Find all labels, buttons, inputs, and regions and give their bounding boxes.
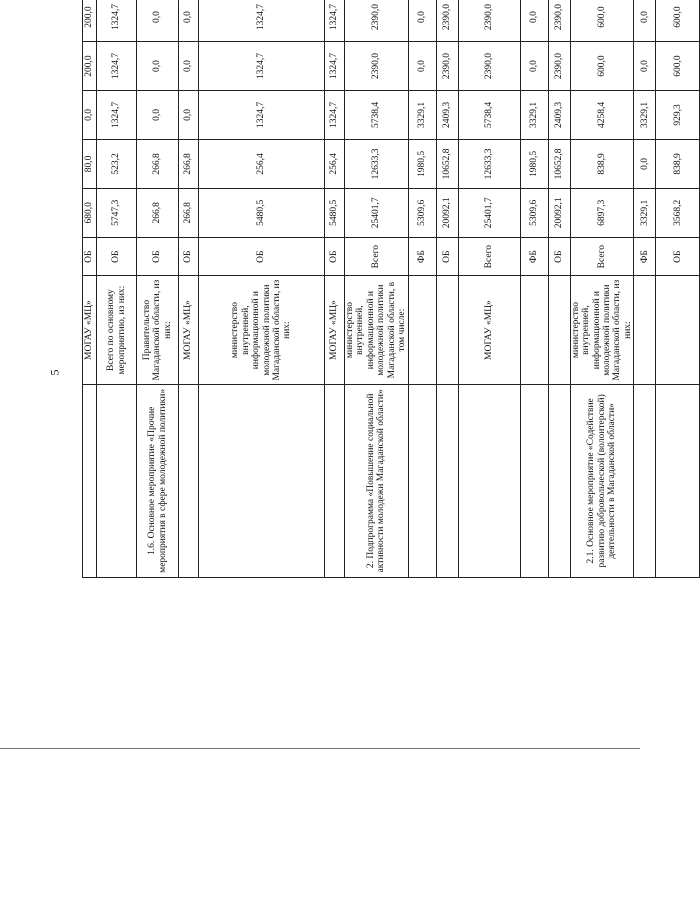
value-cell: 0,0 bbox=[137, 90, 179, 139]
value-cell: 266,8 bbox=[179, 139, 199, 188]
table-row bbox=[436, 0, 458, 578]
program-cell: 2.1. Основное мероприятие «Содействие развитию добровольческой (волонтерской) деятельности в Магаданской области» bbox=[570, 384, 634, 577]
source-cell: ФБ bbox=[634, 237, 656, 276]
value-cell: 2409,3 bbox=[436, 90, 458, 139]
value-cell: 600,0 bbox=[570, 42, 634, 91]
program-cell bbox=[199, 384, 325, 577]
value-cell: 10652,8 bbox=[436, 139, 458, 188]
value-cell: 3568,2 bbox=[656, 188, 700, 237]
value-cell: 929,3 bbox=[656, 90, 700, 139]
executor-cell: министерство внутренней, информационной и молодежной политики Магаданской области, из них: bbox=[199, 276, 325, 384]
table-row bbox=[408, 0, 436, 578]
executor-cell bbox=[656, 276, 700, 384]
value-cell: 5738,4 bbox=[345, 90, 409, 139]
value-cell: 2390,0 bbox=[548, 0, 570, 42]
value-cell: 1324,7 bbox=[325, 0, 345, 42]
value-cell: 1324,7 bbox=[199, 90, 325, 139]
value-cell: 2390,0 bbox=[458, 42, 520, 91]
executor-cell bbox=[634, 276, 656, 384]
value-cell: 266,8 bbox=[137, 188, 179, 237]
source-cell: Всего bbox=[458, 237, 520, 276]
funding-grid bbox=[82, 0, 700, 578]
footer-divider bbox=[0, 748, 640, 749]
value-cell: 0,0 bbox=[634, 42, 656, 91]
value-cell: 10652,8 bbox=[548, 139, 570, 188]
executor-cell bbox=[548, 276, 570, 384]
header-cell: 80,0 bbox=[83, 139, 97, 188]
table-row bbox=[83, 0, 97, 578]
value-cell: 2390,0 bbox=[345, 0, 409, 42]
value-cell: 1324,7 bbox=[199, 0, 325, 42]
value-cell: 0,0 bbox=[179, 0, 199, 42]
source-cell: ОБ bbox=[325, 237, 345, 276]
value-cell: 5309,6 bbox=[520, 188, 548, 237]
program-cell bbox=[97, 384, 137, 577]
executor-cell: МОГАУ «МЦ» bbox=[179, 276, 199, 384]
value-cell: 0,0 bbox=[520, 0, 548, 42]
value-cell: 0,0 bbox=[408, 0, 436, 42]
value-cell: 1324,7 bbox=[325, 42, 345, 91]
value-cell: 1980,5 bbox=[520, 139, 548, 188]
value-cell: 2390,0 bbox=[458, 0, 520, 42]
value-cell: 0,0 bbox=[137, 42, 179, 91]
program-cell bbox=[325, 384, 345, 577]
value-cell: 12633,3 bbox=[458, 139, 520, 188]
value-cell: 1324,7 bbox=[199, 42, 325, 91]
value-cell: 256,4 bbox=[199, 139, 325, 188]
table-row bbox=[634, 0, 656, 578]
table-row bbox=[570, 0, 634, 578]
header-cell: 680,0 bbox=[83, 188, 97, 237]
value-cell: 838,9 bbox=[570, 139, 634, 188]
value-cell: 3329,1 bbox=[634, 188, 656, 237]
header-cell: 0,0 bbox=[83, 90, 97, 139]
value-cell: 1324,7 bbox=[97, 42, 137, 91]
value-cell: 0,0 bbox=[137, 0, 179, 42]
value-cell: 2390,0 bbox=[436, 0, 458, 42]
value-cell: 5480,5 bbox=[199, 188, 325, 237]
executor-cell bbox=[436, 276, 458, 384]
program-cell bbox=[520, 384, 548, 577]
table-row bbox=[137, 0, 179, 578]
value-cell: 0,0 bbox=[520, 42, 548, 91]
value-cell: 0,0 bbox=[634, 0, 656, 42]
source-cell: ФБ bbox=[520, 237, 548, 276]
value-cell: 600,0 bbox=[656, 42, 700, 91]
program-cell bbox=[458, 384, 520, 577]
value-cell: 0,0 bbox=[408, 42, 436, 91]
source-cell: Всего bbox=[570, 237, 634, 276]
table-row bbox=[325, 0, 345, 578]
value-cell: 5738,4 bbox=[458, 90, 520, 139]
table-row bbox=[97, 0, 137, 578]
value-cell: 600,0 bbox=[570, 0, 634, 42]
header-cell: МОГАУ «МЦ» bbox=[83, 276, 97, 384]
table-row bbox=[345, 0, 409, 578]
value-cell: 2390,0 bbox=[436, 42, 458, 91]
executor-cell: МОГАУ «МЦ» bbox=[458, 276, 520, 384]
value-cell: 523,2 bbox=[97, 139, 137, 188]
executor-cell bbox=[408, 276, 436, 384]
source-cell: Всего bbox=[345, 237, 409, 276]
program-cell: 1.6. Основное мероприятие «Прочие мероприятия в сфере молодежной политики» bbox=[137, 384, 179, 577]
value-cell: 0,0 bbox=[179, 42, 199, 91]
value-cell: 3329,1 bbox=[520, 90, 548, 139]
program-cell bbox=[548, 384, 570, 577]
table-row bbox=[548, 0, 570, 578]
source-cell: ОБ bbox=[179, 237, 199, 276]
source-cell: ОБ bbox=[656, 237, 700, 276]
value-cell: 2390,0 bbox=[548, 42, 570, 91]
value-cell: 2390,0 bbox=[345, 42, 409, 91]
source-cell: ФБ bbox=[408, 237, 436, 276]
table-row bbox=[179, 0, 199, 578]
budget-table bbox=[82, 0, 683, 578]
executor-cell: министерство внутренней, информационной и молодежной политики Магаданской области, из них: bbox=[570, 276, 634, 384]
value-cell: 256,4 bbox=[325, 139, 345, 188]
value-cell: 20092,1 bbox=[436, 188, 458, 237]
table-row bbox=[656, 0, 700, 578]
program-cell bbox=[656, 384, 700, 577]
page-number: 5 bbox=[47, 369, 62, 376]
value-cell: 25401,7 bbox=[345, 188, 409, 237]
table-row bbox=[458, 0, 520, 578]
value-cell: 600,0 bbox=[656, 0, 700, 42]
value-cell: 25401,7 bbox=[458, 188, 520, 237]
value-cell: 266,8 bbox=[137, 139, 179, 188]
value-cell: 838,9 bbox=[656, 139, 700, 188]
header-cell: ОБ bbox=[83, 237, 97, 276]
value-cell: 20092,1 bbox=[548, 188, 570, 237]
value-cell: 1324,7 bbox=[97, 90, 137, 139]
program-cell bbox=[179, 384, 199, 577]
table-row bbox=[199, 0, 325, 578]
value-cell: 5747,3 bbox=[97, 188, 137, 237]
value-cell: 2409,3 bbox=[548, 90, 570, 139]
value-cell: 5309,6 bbox=[408, 188, 436, 237]
header-cell: 200,0 bbox=[83, 42, 97, 91]
program-cell: 2. Подпрограмма «Повышение социальной активности молодежи Магаданской области» bbox=[345, 384, 409, 577]
value-cell: 5480,5 bbox=[325, 188, 345, 237]
table-row bbox=[520, 0, 548, 578]
executor-cell: Правительство Магаданской области, из них: bbox=[137, 276, 179, 384]
source-cell: ОБ bbox=[97, 237, 137, 276]
value-cell: 3329,1 bbox=[634, 90, 656, 139]
source-cell: ОБ bbox=[436, 237, 458, 276]
executor-cell: министерство внутренней, информационной и молодежной политики Магаданской области, в том числе: bbox=[345, 276, 409, 384]
source-cell: ОБ bbox=[199, 237, 325, 276]
header-cell: 200,0 bbox=[83, 0, 97, 42]
value-cell: 1324,7 bbox=[325, 90, 345, 139]
source-cell: ОБ bbox=[548, 237, 570, 276]
executor-cell bbox=[520, 276, 548, 384]
executor-cell: Всего по основному мероприятию, из них: bbox=[97, 276, 137, 384]
source-cell: ОБ bbox=[137, 237, 179, 276]
value-cell: 4258,4 bbox=[570, 90, 634, 139]
value-cell: 0,0 bbox=[179, 90, 199, 139]
value-cell: 1324,7 bbox=[97, 0, 137, 42]
value-cell: 12633,3 bbox=[345, 139, 409, 188]
executor-cell: МОГАУ «МЦ» bbox=[325, 276, 345, 384]
program-cell bbox=[634, 384, 656, 577]
value-cell: 0,0 bbox=[634, 139, 656, 188]
value-cell: 266,8 bbox=[179, 188, 199, 237]
header-cell bbox=[83, 384, 97, 577]
program-cell bbox=[436, 384, 458, 577]
program-cell bbox=[408, 384, 436, 577]
value-cell: 6897,3 bbox=[570, 188, 634, 237]
value-cell: 1980,5 bbox=[408, 139, 436, 188]
value-cell: 3329,1 bbox=[408, 90, 436, 139]
